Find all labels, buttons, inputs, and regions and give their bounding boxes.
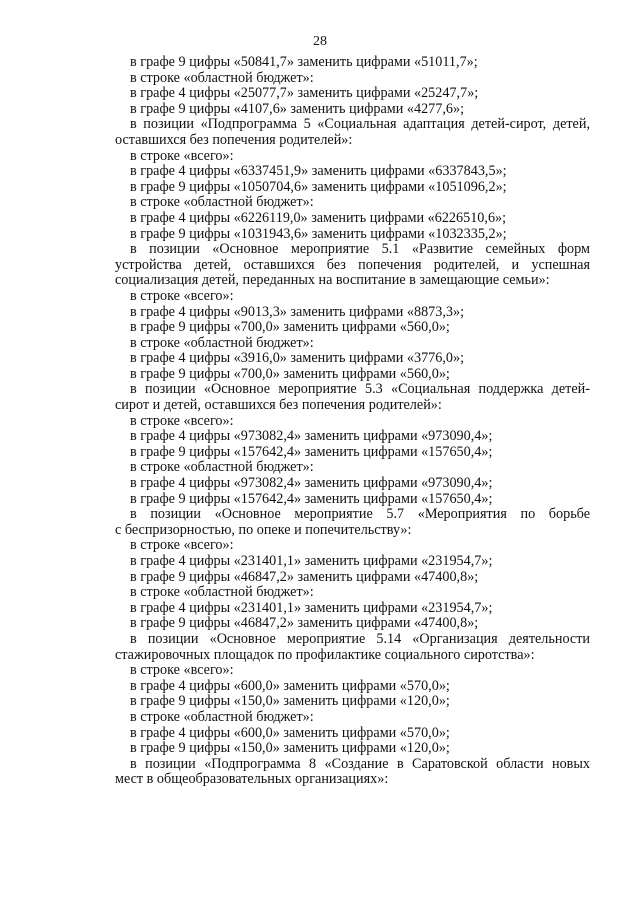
text-line: в графе 4 цифры «600,0» заменить цифрами «570,0»; [130, 677, 450, 694]
text-line: в позиции «Основное мероприятие 5.3 «Социальная поддержка детей- [130, 381, 590, 398]
text-line: в графе 9 цифры «150,0» заменить цифрами «120,0»; [130, 740, 450, 757]
text-line: социализация детей, переданных на воспитание в замещающие семьи»: [115, 272, 550, 289]
text-line: в графе 9 цифры «1031943,6» заменить цифрами «1032335,2»; [130, 225, 507, 242]
text-line: в позиции «Основное мероприятие 5.14 «Организация деятельности [130, 630, 590, 647]
text-line: в позиции «Основное мероприятие 5.7 «Мероприятия по борьбе [130, 506, 590, 523]
text-line: в графе 9 цифры «1050704,6» заменить цифрами «1051096,2»; [130, 178, 507, 195]
text-line: в графе 4 цифры «231401,1» заменить цифрами «231954,7»; [130, 599, 493, 616]
text-line: в графе 9 цифры «46847,2» заменить цифрами «47400,8»; [130, 615, 479, 632]
text-line: в графе 4 цифры «973082,4» заменить цифрами «973090,4»; [130, 428, 493, 445]
text-line: в графе 4 цифры «231401,1» заменить цифрами «231954,7»; [130, 553, 493, 569]
text-line: в строке «областной бюджет»: [130, 708, 314, 725]
text-line: в графе 9 цифры «700,0» заменить цифрами «560,0»; [130, 365, 450, 382]
text-line: в графе 9 цифры «50841,7» заменить цифрами «51011,7»; [130, 54, 478, 70]
text-line: в строке «областной бюджет»: [130, 584, 314, 601]
text-line: в графе 4 цифры «9013,3» заменить цифрами «8873,3»; [130, 303, 465, 320]
text-line: с беспризорностью, по опеке и попечительству»: [115, 521, 412, 538]
text-line: сирот и детей, оставшихся без попечения родителей»: [115, 397, 442, 414]
text-line: в графе 4 цифры «973082,4» заменить цифрами «973090,4»; [130, 475, 493, 492]
text-line: в графе 4 цифры «6226119,0» заменить цифрами «6226510,6»; [130, 209, 507, 226]
text-line: в графе 9 цифры «150,0» заменить цифрами «120,0»; [130, 693, 450, 710]
text-line: в строке «всего»: [130, 662, 234, 679]
text-line: в строке «областной бюджет»: [130, 69, 314, 86]
text-line: в строке «всего»: [130, 147, 234, 164]
text-line: в строке «областной бюджет»: [130, 194, 314, 211]
text-line: в позиции «Основное мероприятие 5.1 «Развитие семейных форм [130, 241, 590, 258]
text-line: в строке «областной бюджет»: [130, 334, 314, 351]
text-line: в графе 9 цифры «157642,4» заменить цифрами «157650,4»; [130, 443, 493, 460]
text-line: в строке «всего»: [130, 287, 234, 304]
text-line: в графе 9 цифры «157642,4» заменить цифрами «157650,4»; [130, 490, 493, 507]
text-line: в графе 4 цифры «600,0» заменить цифрами «570,0»; [130, 724, 450, 741]
text-line: в позиции «Подпрограмма 5 «Социальная адаптация детей-сирот, детей, [130, 116, 590, 133]
text-line: в графе 9 цифры «4107,6» заменить цифрами «4277,6»; [130, 100, 465, 117]
text-line: в графе 4 цифры «25077,7» заменить цифрами «25247,7»; [130, 85, 479, 102]
document-body [115, 55, 590, 788]
text-line: оставшихся без попечения родителей»: [115, 131, 353, 148]
text-line: в графе 9 цифры «46847,2» заменить цифрами «47400,8»; [130, 568, 479, 585]
text-line: в позиции «Подпрограмма 8 «Создание в Саратовской области новых [130, 755, 590, 772]
text-line: устройства детей, оставшихся без попечения родителей, и успешная [115, 256, 590, 273]
text-line: мест в общеобразовательных организациях»: [115, 771, 389, 788]
text-line: в строке «всего»: [130, 537, 234, 554]
text-line: в строке «областной бюджет»: [130, 459, 314, 476]
text-line: в графе 4 цифры «3916,0» заменить цифрами «3776,0»; [130, 350, 465, 367]
text-line: стажировочных площадок по профилактике социального сиротства»: [115, 646, 535, 663]
text-line: в строке «всего»: [130, 412, 234, 429]
text-line: в графе 9 цифры «700,0» заменить цифрами «560,0»; [130, 319, 450, 336]
page-number: 28 [313, 34, 327, 49]
text-line: в графе 4 цифры «6337451,9» заменить цифрами «6337843,5»; [130, 163, 507, 180]
